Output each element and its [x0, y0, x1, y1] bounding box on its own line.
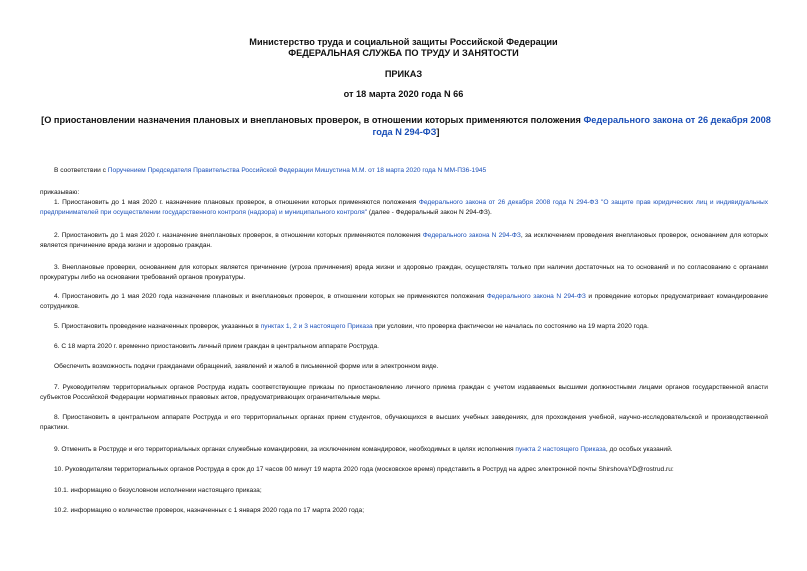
- p1-law-link[interactable]: Федерального закона от 26 декабря 2008 года N 294-ФЗ "О защите прав юридических лиц и индивидуальных предпринимателей при осуществлении государственного контроля (надзора) и муниципального контроля": [40, 199, 768, 216]
- p9-text-b: , до особых указаний.: [605, 446, 673, 453]
- paragraph-10-1: 10.1. информацию о безусловном исполнении настоящего приказа;: [54, 487, 262, 494]
- p4-text-a: 4. Приостановить до 1 мая 2020 года назначение плановых и внеплановых проверок, в отношении которых не применяются положения: [54, 293, 487, 300]
- p2-text-a: 2. Приостановить до 1 мая 2020 г. назначение внеплановых проверок, в отношении которых применяются положения: [54, 232, 423, 239]
- paragraph-2: [40, 231, 768, 250]
- p5-points-link[interactable]: пунктах 1, 2 и 3 настоящего Приказа: [260, 323, 373, 330]
- paragraph-10-2: 10.2. информацию о количестве проверок, назначенных с 1 января 2020 года по 17 марта 2020 года;: [54, 507, 365, 514]
- p1-text-b: (далее - Федеральный закон N 294-ФЗ).: [367, 208, 492, 216]
- paragraph-6: 6. С 18 марта 2020 г. временно приостановить личный прием граждан в центральном аппарате Роструда.: [54, 343, 379, 350]
- order-word: приказываю:: [40, 189, 80, 196]
- p2-text-b: , за исключением проведения внеплановых проверок, основанием для которых является причинение вреда жизни и здоровью граждан.: [40, 232, 768, 249]
- p1-text-a: 1. Приостановить до 1 мая 2020 г. назначение плановых проверок, в отношении которых применяются положения: [54, 199, 419, 206]
- paragraph-3: 3. Внеплановые проверки, основанием для которых является причинение (угроза причинения) вреда жизни и здоровью граждан, осуществлять только при наличии достаточных на то оснований и по согласованию с органами прокуратуры либо на основании требований органов прокуратуры.: [40, 264, 768, 281]
- title-law-link[interactable]: Федерального закона от 26 декабря 2008 года N 294-ФЗ: [372, 115, 771, 137]
- paragraph-1: [40, 198, 768, 217]
- ministry-name: Министерство труда и социальной защиты Российской Федерации: [249, 37, 558, 47]
- document-title: [36, 115, 776, 138]
- paragraph-4: [40, 292, 768, 311]
- p4-law-link[interactable]: Федерального закона N 294-ФЗ: [486, 293, 586, 300]
- service-name: ФЕДЕРАЛЬНАЯ СЛУЖБА ПО ТРУДУ И ЗАНЯТОСТИ: [288, 48, 519, 58]
- p9-point-link[interactable]: пункта 2 настоящего Приказа: [515, 446, 606, 453]
- intro-text: В соответствии с: [54, 167, 108, 174]
- paragraph-7: 7. Руководителям территориальных органов Роструда издать соответствующие приказы по приостановлению личного приема граждан с учетом издаваемых высшими должностными лицами органов государственной власти субъектов Российской Федерации нормативных правовых актов, предусматривающих ограничительные меры.: [40, 384, 768, 401]
- document-date-number: от 18 марта 2020 года N 66: [343, 89, 464, 99]
- p9-text-a: 9. Отменить в Роструде и его территориальных органах служебные командировки, за исключением командировок, необходимых в целях исполнения: [54, 446, 516, 453]
- paragraph-6-continued: Обеспечить возможность подачи гражданами обращений, заявлений и жалоб в письменной форме или в электронном виде.: [54, 363, 439, 370]
- p4-text-b: и проведение которых предусматривает командирование сотрудников.: [40, 293, 768, 310]
- paragraph-5: [40, 322, 768, 332]
- intro-instruction-link[interactable]: Поручением Председателя Правительства Российской Федерации Мишустина М.М. от 18 марта 2020 года N ММ-П36-1945: [107, 167, 487, 174]
- intro-paragraph: [40, 166, 768, 176]
- p5-text-a: 5. Приостановить проведение назначенных проверок, указанных в: [54, 323, 261, 330]
- title-close-bracket: ]: [436, 126, 440, 137]
- paragraph-8: 8. Приостановить в центральном аппарате Роструда и его территориальных органах прием студентов, обучающихся в высших учебных заведениях, для прохождения учебной, научно-исследовательской и производственной практики.: [40, 414, 768, 431]
- document-type: ПРИКАЗ: [384, 69, 423, 79]
- title-text: [О приостановлении назначения плановых и внеплановых проверок, в отношении которых применяются положения: [41, 115, 584, 125]
- p5-text-b: при условии, что проверка фактически не началась по состоянию на 19 марта 2020 года.: [372, 323, 649, 330]
- p2-law-link[interactable]: Федерального закона N 294-ФЗ: [422, 232, 521, 239]
- paragraph-9: [40, 445, 768, 455]
- paragraph-10: 10. Руководителям территориальных органов Роструда в срок до 17 часов 00 минут 19 марта 2020 года (московское время) представить в Роструд на адрес электронной почты ShirshovaYD@rostrud.ru:: [54, 466, 674, 473]
